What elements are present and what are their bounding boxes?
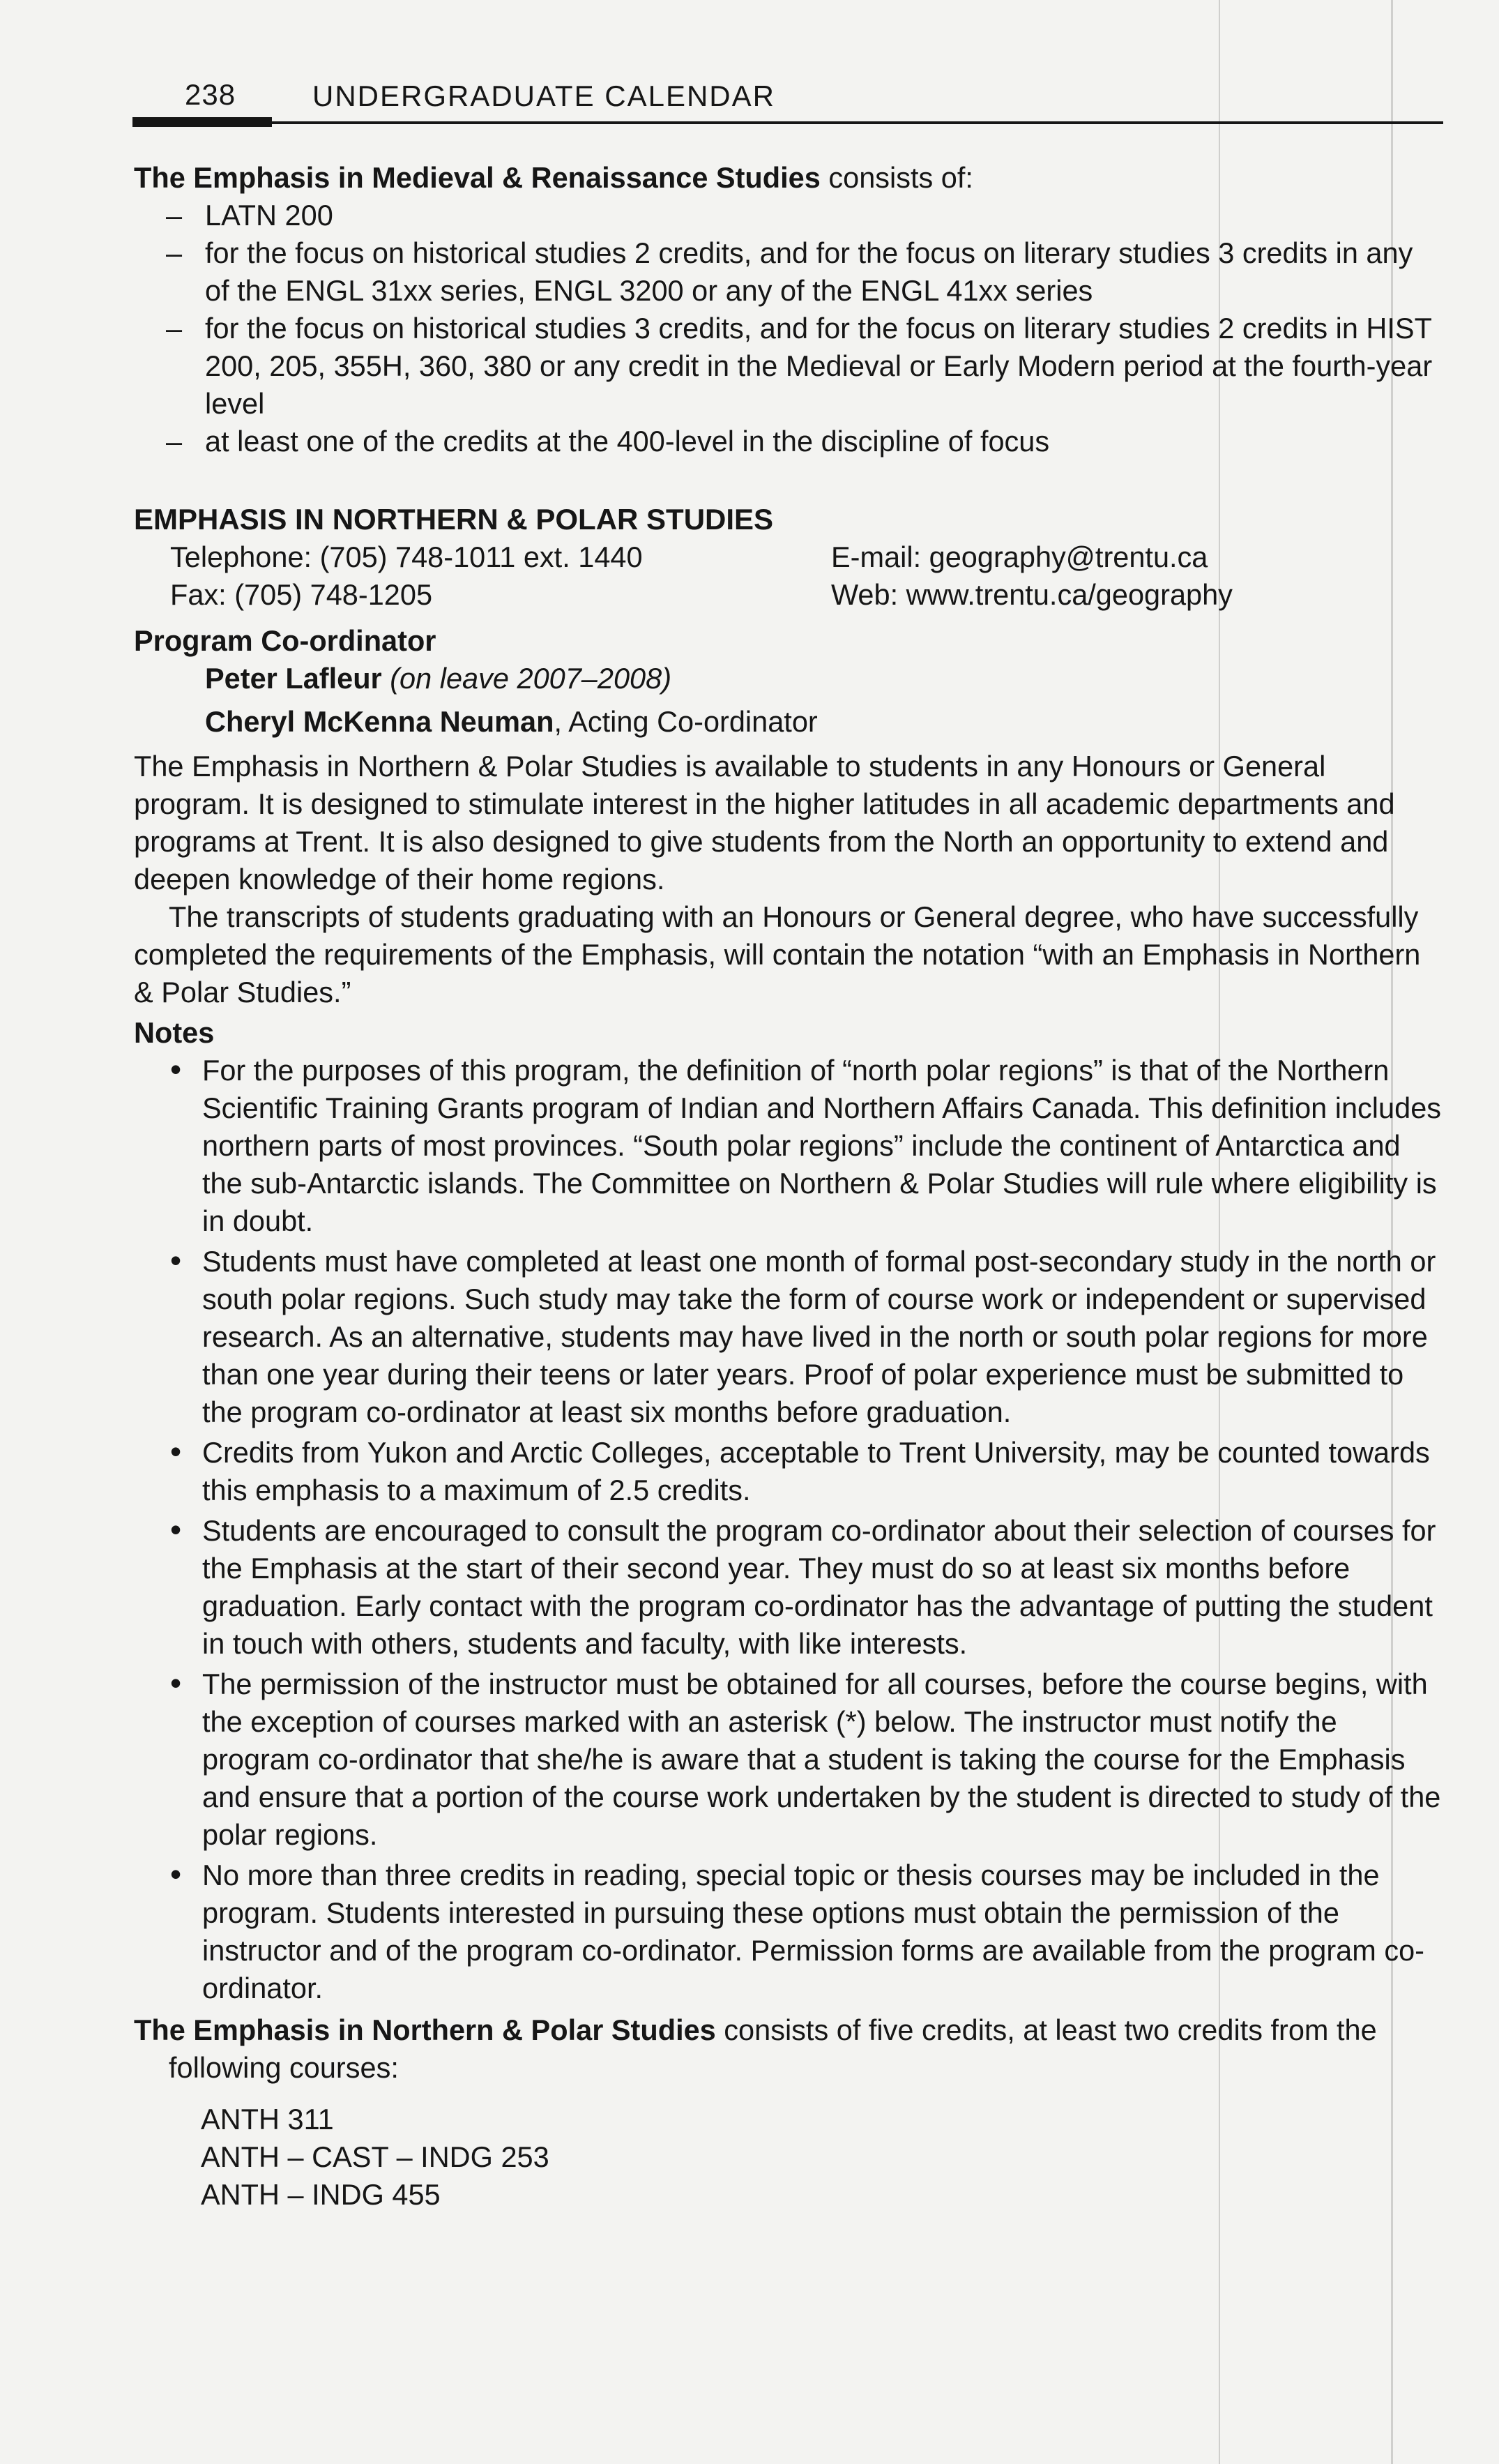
requirement-text: for the focus on historical studies 2 credits, and for the focus on literary studies 3 credits in any of the ENGL 31xx series, ENGL 3200 or any of the ENGL 41xx series [205, 236, 1413, 307]
contact-phone-fax [170, 538, 643, 614]
list-item [134, 1243, 1445, 1431]
list-item [134, 1857, 1445, 2007]
medieval-requirements [134, 197, 1445, 460]
courses-lead-rest: consists of five credits, at least two credits from the [715, 2013, 1377, 2046]
bullet-marker: • [170, 1665, 182, 1701]
dash-marker: – [166, 199, 183, 232]
header-rule [132, 121, 1443, 124]
bullet-marker: • [170, 1856, 182, 1892]
telephone: Telephone: (705) 748-1011 ext. 1440 [170, 541, 643, 573]
notes-list [134, 1052, 1445, 2007]
course-list [134, 2101, 1445, 2214]
note-text: Students are encouraged to consult the program co-ordinator about their selection of courses for the Emphasis at the start of their second year. They must do so at least six months before graduation. Early contact with the program co-ordinator has the advantage of putting the student in touch with others, students and faculty, with like interests. [202, 1514, 1436, 1660]
running-title: UNDERGRADUATE CALENDAR [312, 80, 775, 112]
medieval-lead-bold: The Emphasis in Medieval & Renaissance Studies [134, 161, 821, 194]
list-item [134, 1434, 1445, 1509]
requirement-text: at least one of the credits at the 400-level in the discipline of focus [205, 425, 1050, 458]
coordinator-2-name: Cheryl McKenna Neuman [205, 705, 554, 738]
list-item [134, 1512, 1445, 1663]
fax: Fax: (705) 748-1205 [170, 578, 433, 611]
list-item [134, 197, 1445, 234]
note-text: For the purposes of this program, the definition of “north polar regions” is that of the Northern Scientific Training Grants program of Indian and Northern Affairs Canada. This definition includes northern parts of most provinces. “South polar regions” include the continent of Antarctica and the sub-Antarctic islands. The Committee on Northern & Polar Studies will rule where eligibility is in doubt. [202, 1054, 1442, 1237]
list-item [134, 234, 1445, 310]
note-text: Students must have completed at least one month of formal post-secondary study in the north or south polar regions. Such study may take the form of course work or independent or supervised research. As an alternative, students may have lived in the north or south polar regions for more than one year during their teens or later years. Proof of polar experience must be submitted to the program co-ordinator at least six months before graduation. [202, 1245, 1436, 1428]
dash-marker: – [166, 425, 183, 458]
notes-heading: Notes [134, 1016, 215, 1049]
dash-marker: – [166, 236, 183, 269]
web: Web: www.trentu.ca/geography [831, 578, 1233, 611]
contact-online [831, 538, 1233, 614]
section-title: EMPHASIS IN NORTHERN & POLAR STUDIES [134, 503, 774, 536]
coordinator-2 [134, 703, 1445, 741]
list-item [134, 310, 1445, 423]
coordinator-heading: Program Co-ordinator [134, 624, 436, 657]
page-header [132, 78, 1443, 127]
note-text: The permission of the instructor must be obtained for all courses, before the course begins, with the exception of courses marked with an asterisk (*) below. The instructor must notify the program co-ordinator that she/he is aware that a student is taking the course for the Emphasis and ensure that a portion of the course work undertaken by the student is directed to study of the polar regions. [202, 1668, 1441, 1851]
coordinator-1 [134, 660, 1445, 697]
transcript-paragraph: The transcripts of students graduating with an Honours or General degree, who have successfully completed the requirements of the Emphasis, will contain the notation “with an Emphasis in Northern & Polar Studies.” [134, 900, 1421, 1008]
course-item: ANTH – INDG 455 [201, 2178, 441, 2211]
bullet-marker: • [170, 1433, 182, 1469]
page-content [134, 159, 1445, 2214]
note-text: No more than three credits in reading, special topic or thesis courses may be included in the program. Students interested in pursuing these options must obtain the permission of the instructor and of the program co-ordinator. Permission forms are available from the program co-ordinator. [202, 1859, 1424, 2004]
coordinator-1-note: (on leave 2007–2008) [381, 662, 672, 695]
contact-block [134, 538, 1445, 614]
page-number: 238 [185, 78, 236, 111]
coordinator-2-role: , Acting Co-ordinator [554, 705, 818, 738]
courses-lead-line-2: following courses: [169, 2051, 399, 2084]
courses-intro [134, 2011, 1445, 2087]
requirement-text: for the focus on historical studies 3 credits, and for the focus on literary studies 2 credits in HIST 200, 205, 355H, 360, 380 or any credit in the Medieval or Early Modern period at the fourth-year level [205, 312, 1433, 420]
medieval-lead-rest: consists of: [820, 161, 973, 194]
course-item: ANTH – CAST – INDG 253 [201, 2140, 549, 2173]
list-item [134, 1052, 1445, 1240]
bullet-marker: • [170, 1051, 182, 1087]
coordinator-1-name: Peter Lafleur [205, 662, 382, 695]
course-item: ANTH 311 [201, 2103, 334, 2136]
courses-lead-line-1 [134, 2011, 1445, 2049]
bullet-marker: • [170, 1242, 182, 1278]
list-item [134, 423, 1445, 460]
medieval-lead [134, 159, 1445, 197]
list-item [134, 1665, 1445, 1854]
intro-paragraph: The Emphasis in Northern & Polar Studies is available to students in any Honours or General program. It is designed to stimulate interest in the higher latitudes in all academic departments and programs at Trent. It is also designed to give students from the North an opportunity to extend and deepen knowledge of their home regions. [134, 750, 1395, 895]
note-text: Credits from Yukon and Arctic Colleges, acceptable to Trent University, may be counted towards this emphasis to a maximum of 2.5 credits. [202, 1436, 1430, 1506]
bullet-marker: • [170, 1511, 182, 1548]
requirement-text: LATN 200 [205, 199, 333, 232]
email: E-mail: geography@trentu.ca [831, 541, 1208, 573]
courses-lead-bold: The Emphasis in Northern & Polar Studies [134, 2013, 716, 2046]
dash-marker: – [166, 312, 183, 345]
